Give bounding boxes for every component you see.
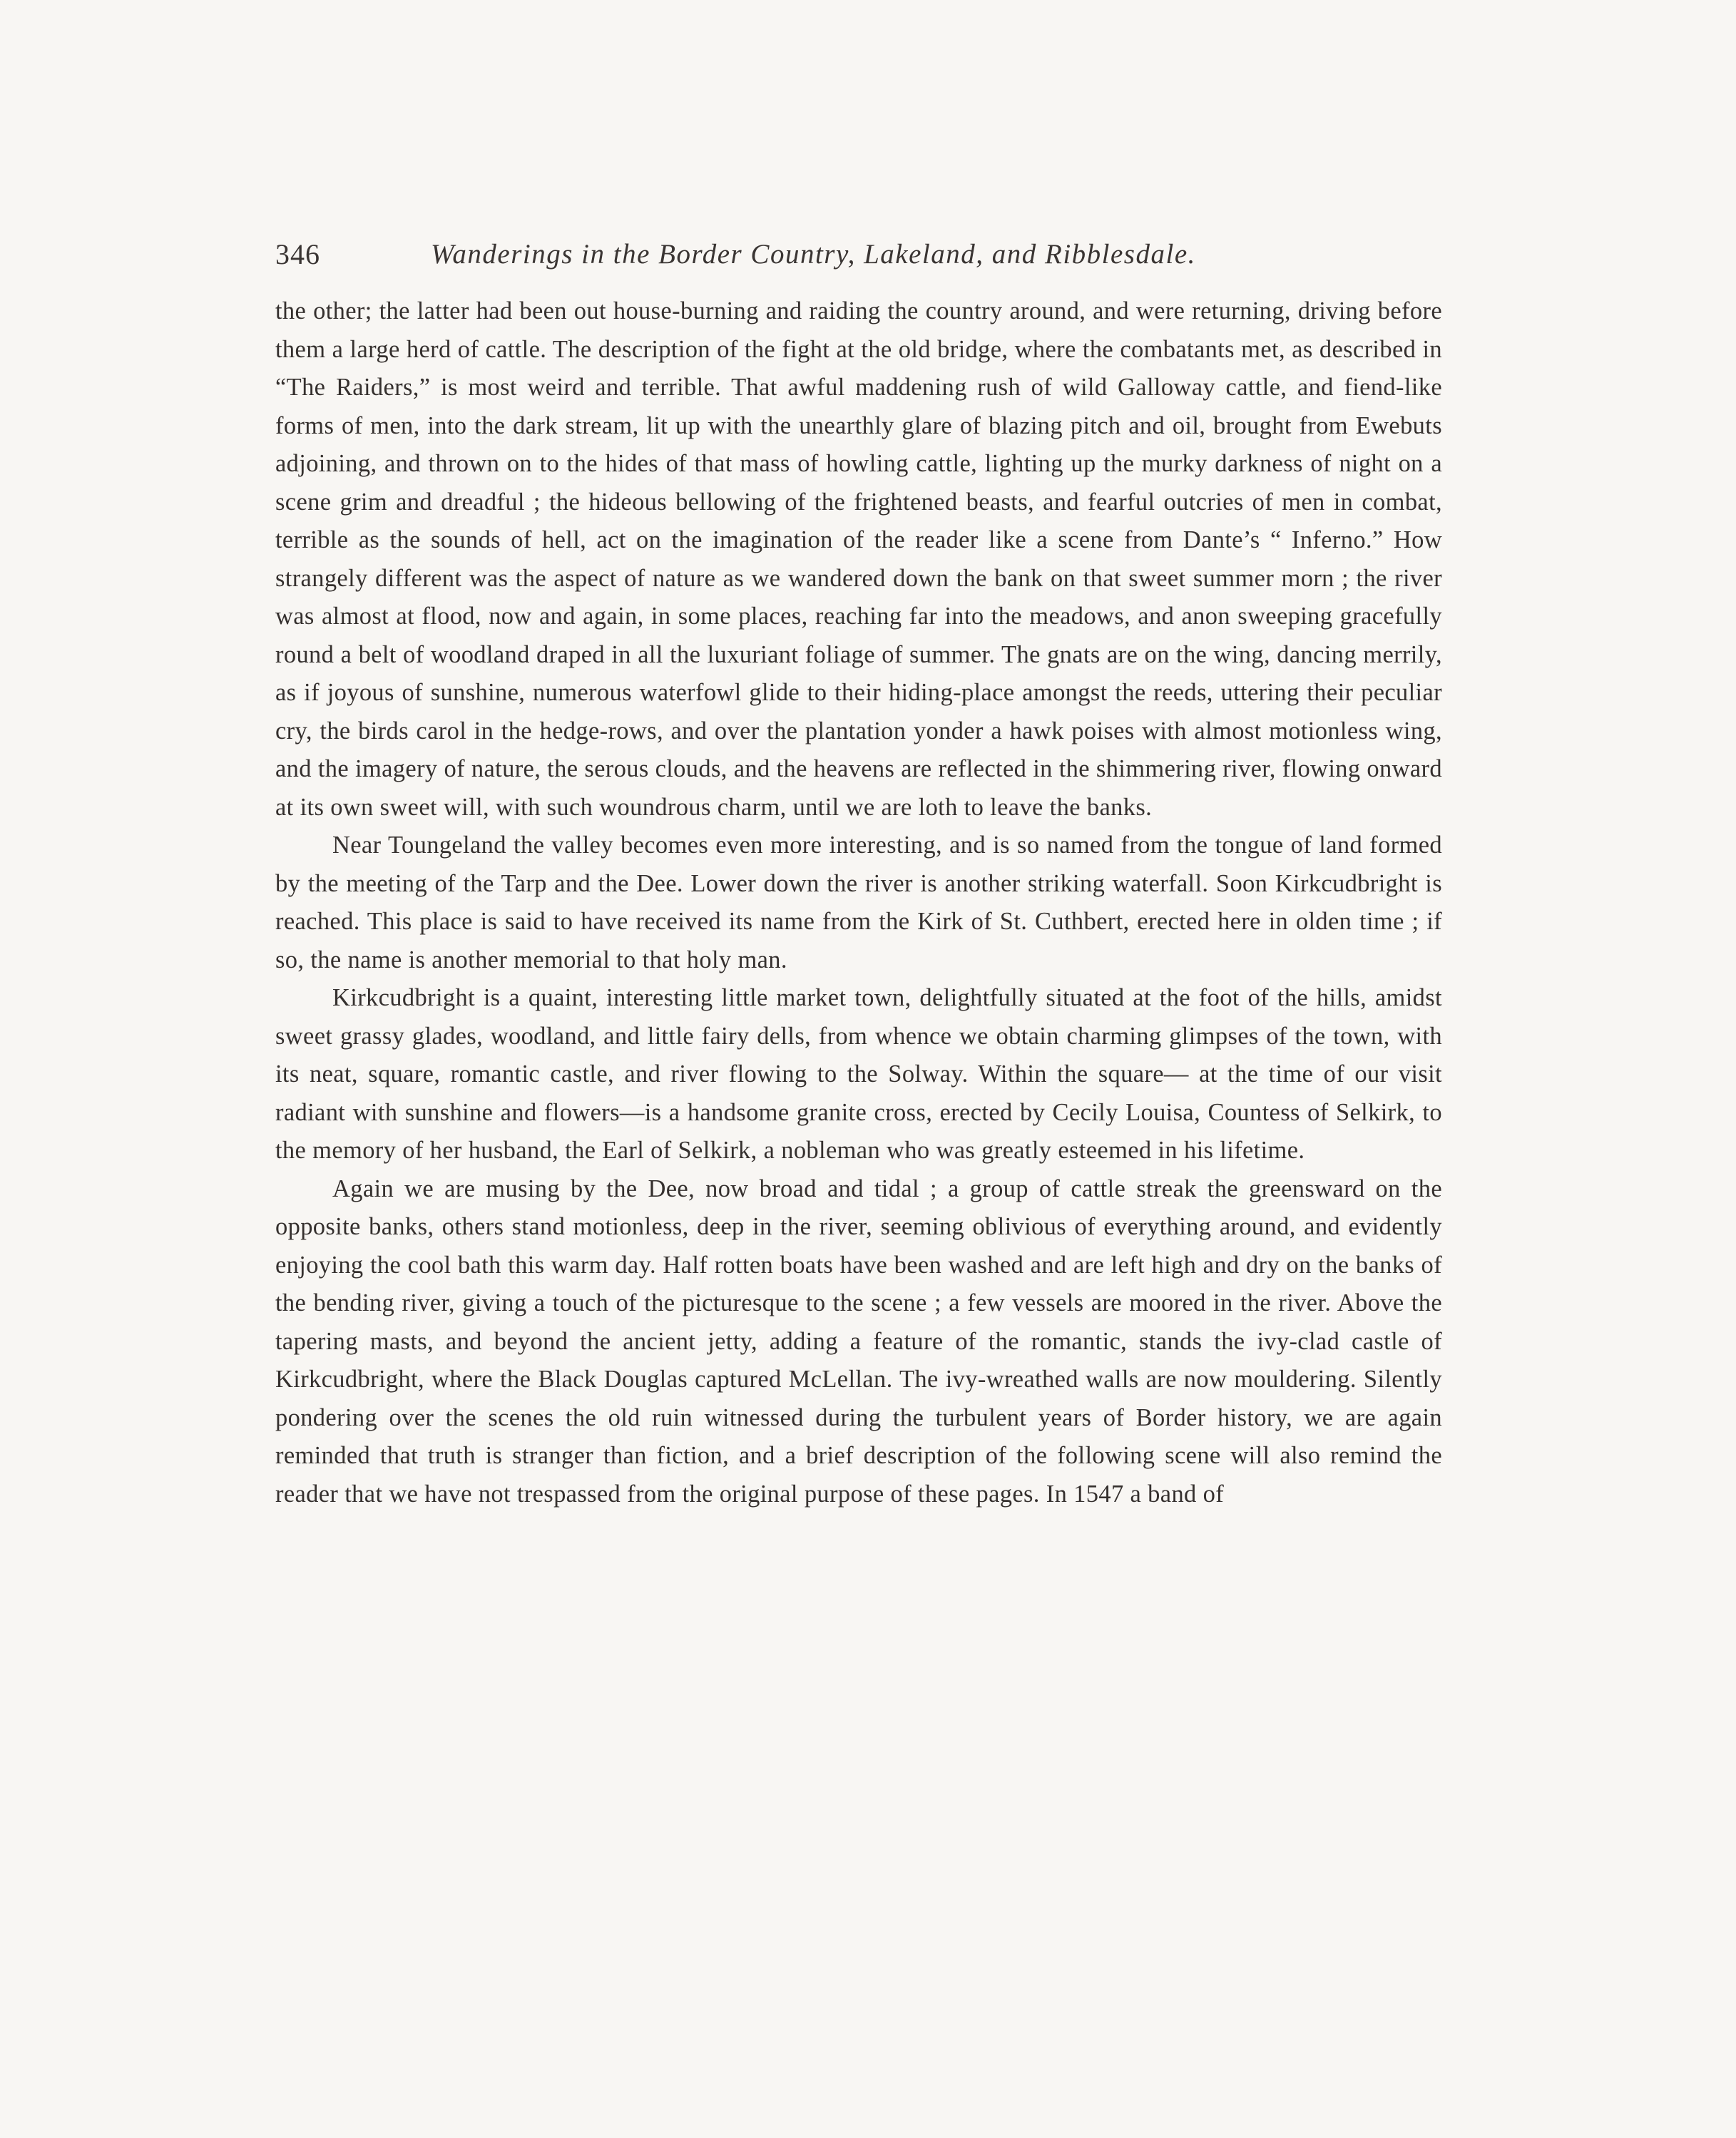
running-head <box>275 233 1442 276</box>
paragraph-kirkcudbright-town: Kirkcudbright is a quaint, interesting little market town, delightfully situated at the foot of the hills, amidst sweet grassy glades, woodland, and little fairy dells, from whence we obtain charming glimpses of the town, with its neat, square, romantic castle, and river flowing to the Solway. Within the square— at the time of our visit radiant with sunshine and flowers—is a handsome granite cross, erected by Cecily Louisa, Countess of Selkirk, to the memory of her husband, the Earl of Selkirk, a nobleman who was greatly esteemed in his lifetime. <box>275 984 1442 1164</box>
body-text <box>275 292 1442 1513</box>
book-title: Wanderings in the Border Country, Lakeland, and Ribblesdale. <box>431 239 1196 270</box>
paragraph-continued: the other; the latter had been out house-burning and raiding the country around, and were returning, driving before them a large herd of cattle. The description of the fight at the old bridge, where the combatants met, as described in “The Raiders,” is most weird and terrible. That awful maddening rush of wild Galloway cattle, and fiend-like forms of men, into the dark stream, lit up with the unearthly glare of blazing pitch and oil, brought from Ewebuts adjoining, and thrown on to the hides of that mass of howling cattle, lighting up the murky darkness of night on a scene grim and dreadful ; the hideous bellowing of the frightened beasts, and fearful outcries of men in combat, terrible as the sounds of hell, act on the imagination of the reader like a scene from Dante’s “ Inferno.” How strangely different was the aspect of nature as we wandered down the bank on that sweet summer morn ; the river was almost at flood, now and again, in some places, reaching far into the meadows, and anon sweeping gracefully round a belt of woodland draped in all the luxuriant foliage of summer. The gnats are on the wing, dancing merrily, as if joyous of sunshine, numerous waterfowl glide to their hiding-place amongst the reeds, uttering their peculiar cry, the birds carol in the hedge-rows, and over the plantation yonder a hawk poises with almost motionless wing, and the imagery of nature, the serous clouds, and the heavens are reflected in the shimmering river, flowing onward at its own sweet will, with such woundrous charm, until we are loth to leave the banks. <box>275 297 1442 821</box>
page-number: 346 <box>275 238 320 270</box>
paragraph-toungeland: Near Toungeland the valley becomes even more interesting, and is so named from the tongue of land formed by the meeting of the Tarp and the Dee. Lower down the river is another striking waterfall. Soon Kirkcudbright is reached. This place is said to have received its name from the Kirk of St. Cuthbert, erected here in olden time ; if so, the name is another memorial to that holy man. <box>275 832 1442 973</box>
paragraph-dee-castle: Again we are musing by the Dee, now broad and tidal ; a group of cattle streak the greensward on the opposite banks, others stand motionless, deep in the river, seeming oblivious of everything around, and evidently enjoying the cool bath this warm day. Half rotten boats have been washed and are left high and dry on the banks of the bending river, giving a touch of the picturesque to the scene ; a few vessels are moored in the river. Above the tapering masts, and beyond the ancient jetty, adding a feature of the romantic, stands the ivy-clad castle of Kirkcudbright, where the Black Douglas captured McLellan. The ivy-wreathed walls are now mouldering. Silently pondering over the scenes the old ruin witnessed during the turbulent years of Border history, we are again reminded that truth is stranger than fiction, and a brief description of the following scene will also remind the reader that we have not trespassed from the original purpose of these pages. In 1547 a band of <box>275 1175 1442 1508</box>
